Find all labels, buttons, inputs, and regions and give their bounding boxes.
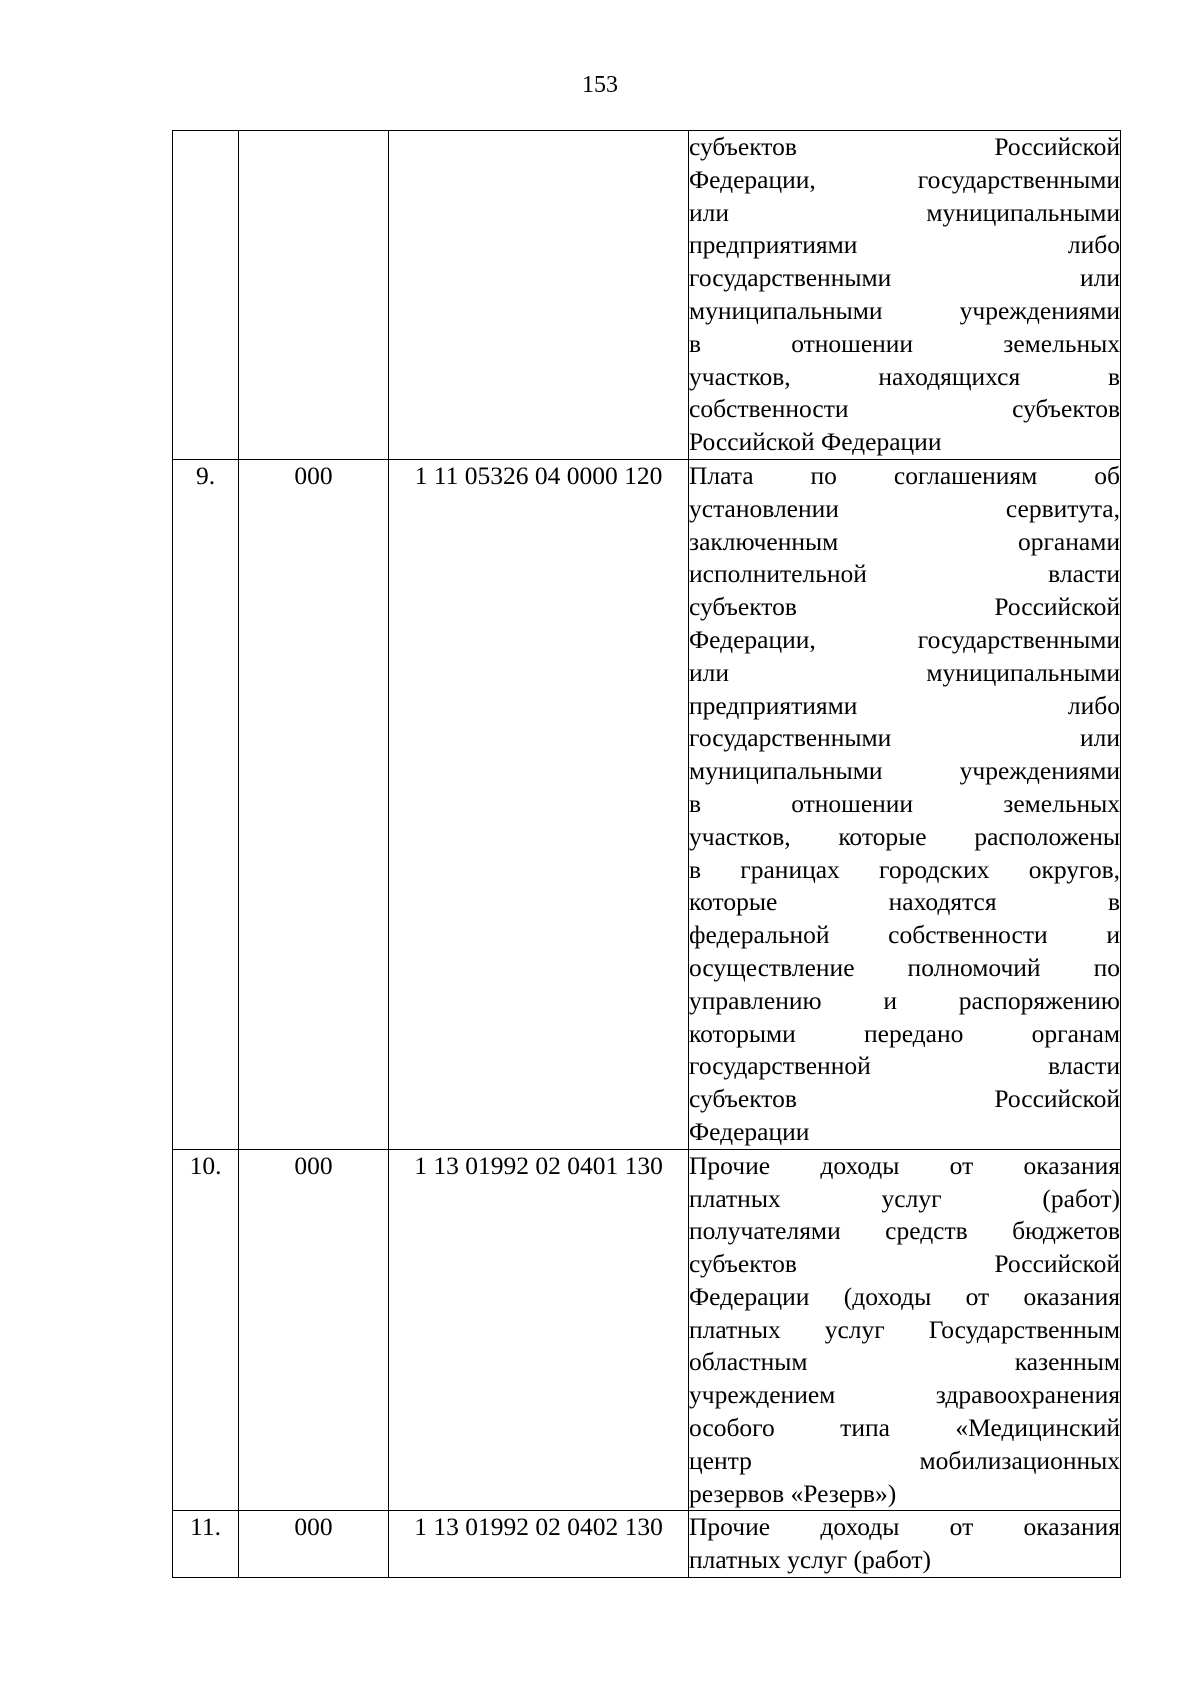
description-line: субъектов Российской [689,592,1120,622]
description-line: Плата по соглашениям об [689,460,1120,490]
description-line: субъектов Российской [689,1249,1120,1279]
table-row [173,1511,1121,1578]
description-line: государственной власти [689,1051,1120,1081]
description-line: муниципальными учреждениями [689,756,1120,786]
admin-code-cell: 000 [239,459,389,1149]
description-line: в границах городских округов, [689,854,1120,884]
description-line: управлению и распоряжению [689,985,1120,1015]
description-line: установлении сервитута, [689,493,1120,523]
budget-code-cell [389,131,689,460]
description-line: областным казенным [689,1347,1120,1377]
description-line: платных услуг (работ) [689,1545,932,1575]
row-number-cell: 11. [173,1511,239,1578]
description-line: Федерации (доходы от оказания [689,1281,1120,1311]
row-number-cell: 10. [173,1149,239,1511]
description-line: государственными или [689,263,1120,293]
budget-code-cell: 1 11 05326 04 0000 120 [389,459,689,1149]
description-line: резервов «Резерв») [689,1478,897,1508]
description-line: осуществление полномочий по [689,952,1120,982]
description-line: Федерации, государственными [689,164,1120,194]
description-line: государственными или [689,723,1120,753]
description-line: Российской Федерации [689,427,942,457]
description-line: получателями средств бюджетов [689,1216,1120,1246]
description-line: в отношении земельных [689,328,1120,358]
admin-code-cell: 000 [239,1511,389,1578]
row-number-cell: 9. [173,459,239,1149]
description-line: центр мобилизационных [689,1445,1120,1475]
description-line: платных услуг (работ) [689,1183,1120,1213]
admin-code-cell [239,131,389,460]
admin-code-cell: 000 [239,1149,389,1511]
description-line: Федерации [689,1116,810,1146]
description-line: особого типа «Медицинский [689,1413,1120,1443]
description-line: муниципальными учреждениями [689,295,1120,325]
budget-code-cell: 1 13 01992 02 0402 130 [389,1511,689,1578]
description-line: или муниципальными [689,657,1120,687]
description-line: собственности субъектов [689,394,1120,424]
table-body [173,131,1121,1578]
revenue-description-cell [689,459,1121,1149]
description-line: учреждением здравоохранения [689,1380,1120,1410]
description-line: Прочие доходы от оказания [689,1512,1120,1542]
description-line: Федерации, государственными [689,624,1120,654]
description-line: заключенным органами [689,526,1120,556]
description-line: участков, которые расположены [689,821,1120,851]
table-row [173,131,1121,460]
revenue-description-cell [689,1149,1121,1511]
description-line: предприятиями либо [689,690,1120,720]
description-line: предприятиями либо [689,230,1120,260]
description-line: платных услуг Государственным [689,1314,1120,1344]
description-line: субъектов Российской [689,1084,1120,1114]
revenue-table [172,130,1121,1578]
table-row [173,459,1121,1149]
budget-code-cell: 1 13 01992 02 0401 130 [389,1149,689,1511]
revenue-description-cell [689,131,1121,460]
description-line: в отношении земельных [689,788,1120,818]
description-line: исполнительной власти [689,559,1120,589]
row-number-cell [173,131,239,460]
description-line: которыми передано органам [689,1018,1120,1048]
table-row [173,1149,1121,1511]
revenue-description-cell [689,1511,1121,1578]
page-number: 153 [582,72,618,98]
description-line: Прочие доходы от оказания [689,1150,1120,1180]
description-line: субъектов Российской [689,132,1120,161]
description-line: федеральной собственности и [689,920,1120,950]
description-line: участков, находящихся в [689,361,1120,391]
description-line: или муниципальными [689,197,1120,227]
description-line: которые находятся в [689,887,1120,917]
